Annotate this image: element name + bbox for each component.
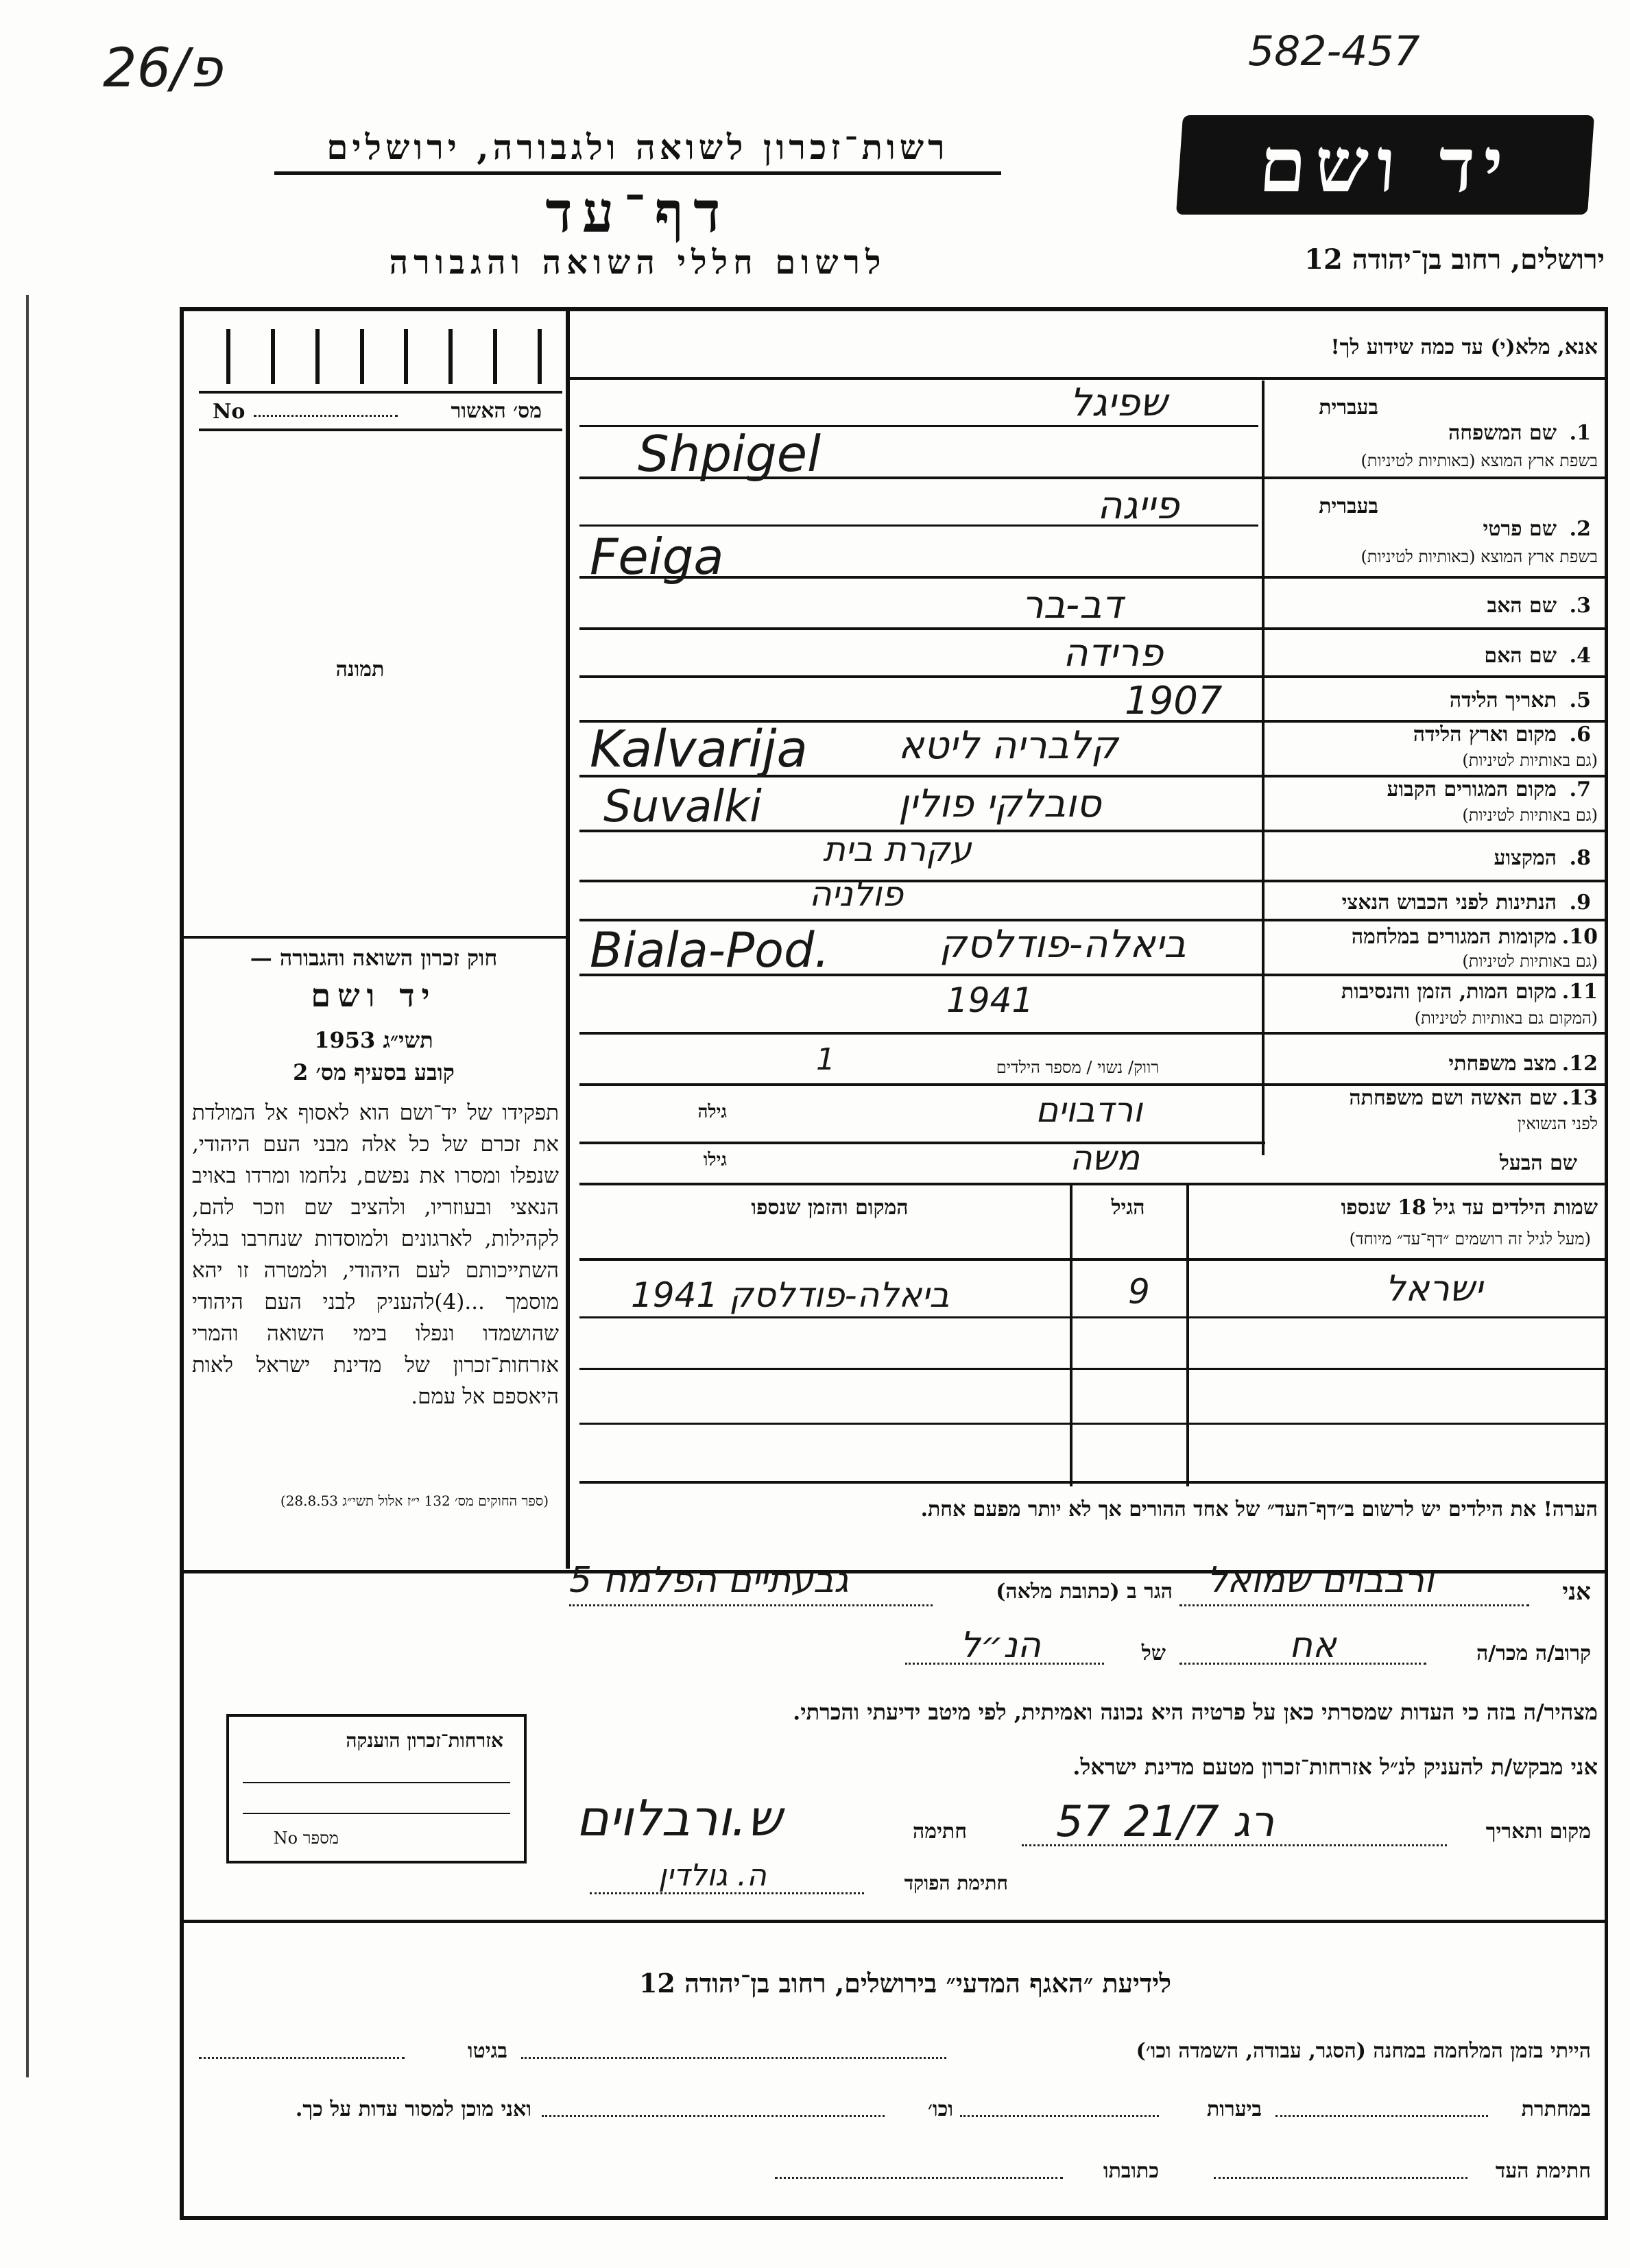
law-logo: יד ושם <box>311 977 437 1014</box>
bottom-line3-dots2 <box>775 2177 1063 2179</box>
form-title: דף־עד <box>545 180 730 245</box>
children-col-2 <box>1070 1185 1072 1486</box>
answer-latin-7: Suvalki <box>603 782 762 832</box>
field-label-8: המקצוע <box>1494 846 1557 870</box>
field-num-3: 3. <box>1569 594 1591 618</box>
bottom-line1-dots <box>521 2057 946 2059</box>
approval-label: מס׳ האשור <box>451 399 542 423</box>
bottom-section-rule <box>182 1920 1607 1923</box>
frame-bottom <box>180 2216 1608 2220</box>
field-sub-10: (גם באותיות לטיניות) <box>1462 952 1598 971</box>
row-rule-9 <box>579 919 1605 921</box>
field-num-12: 12. <box>1561 1052 1598 1076</box>
declarant-name: ורבבוים שמואל <box>1207 1560 1435 1601</box>
ticket-boxes <box>226 329 542 384</box>
field-sub-2: בשפת ארץ המוצא (באותיות לטיניות) <box>1361 547 1598 566</box>
children-col-1 <box>1186 1185 1189 1486</box>
field-sub-1: בשפת ארץ המוצא (באותיות לטיניות) <box>1361 451 1598 470</box>
answer-he-5: 1907 <box>1125 679 1223 723</box>
yad-vashem-logo: יד ושם <box>1176 115 1594 215</box>
approval-rule <box>199 429 562 431</box>
photo-label: תמונה <box>335 658 385 681</box>
bottom-line2-b: ביערות <box>1206 2097 1262 2121</box>
row-rule-2 <box>579 576 1605 579</box>
citizenship-box-title: אזרחות־זכרון הוענקה <box>346 1729 503 1752</box>
child-name-1: ישראל <box>1385 1268 1483 1310</box>
child-rule-4 <box>579 1481 1605 1484</box>
officer-label: חתימת הפוקד <box>904 1872 1008 1894</box>
field-label-11: מקום המות, הזמן והנסיבות <box>1341 980 1557 1004</box>
citizenship-box-no: מספר No <box>273 1829 339 1848</box>
bottom-line2-dots3 <box>542 2115 885 2117</box>
child-age-1: 9 <box>1128 1272 1150 1312</box>
photo-bottom <box>184 936 568 939</box>
officer-value: ה. גולדין <box>658 1858 767 1893</box>
age-label-wife: גילה <box>697 1102 727 1122</box>
field-num-1: 1. <box>1569 421 1591 445</box>
children-header-names-sub: (מעל לגיל זה רושמים ״דף־עד״ מיוחד) <box>1349 1229 1591 1248</box>
answer-he-7: סובלקי פולין <box>898 782 1101 826</box>
field-label-6: מקום וארץ הלידה <box>1413 723 1557 747</box>
marital-options: רווק/ נשוי / מספר הילדים <box>996 1058 1159 1077</box>
field-num-7: 7. <box>1569 777 1591 801</box>
bottom-line2-dots1 <box>1275 2115 1488 2117</box>
lang-hebrew-1: בעברית <box>1319 396 1378 420</box>
answer-he-3: דב-בר <box>1022 583 1123 627</box>
bottom-line2-c: וכו׳ <box>928 2097 953 2121</box>
row-rule-8 <box>579 880 1605 882</box>
child-rule-2 <box>579 1368 1605 1370</box>
citizenship-box <box>226 1714 527 1863</box>
field-num-4: 4. <box>1569 644 1591 668</box>
law-ref: (ספר החוקים מס׳ 132 י״ז אלול תשי״ג 28.8.53) <box>280 1493 549 1509</box>
row-rule-13 <box>579 1142 1265 1144</box>
declarant-address-line <box>569 1604 933 1606</box>
answer-he-8: עקרת בית <box>823 830 972 869</box>
approval-line <box>254 415 398 417</box>
resident-label: הגר ב (כתובת מלאה) <box>996 1580 1173 1604</box>
declare-text: מצהיר/ה בזה כי העדות שמסרתי כאן על פרטיה היא נכונה ואמיתית, לפי מיטב ידיעתי והכרתי. <box>793 1699 1598 1725</box>
label-col-divider <box>1262 381 1265 1155</box>
field-num-10: 10. <box>1561 925 1598 949</box>
field-num-5: 5. <box>1569 688 1591 712</box>
law-year: תשי״ג 1953 <box>314 1027 433 1053</box>
declarant-address: גבעתיים הפלמח 5 <box>569 1560 849 1601</box>
of-label: של <box>1141 1641 1166 1665</box>
children-header-names: שמות הילדים עד גיל 18 שנספו <box>1341 1196 1598 1220</box>
field-sub-7: (גם באותיות לטיניות) <box>1462 806 1598 825</box>
bottom-line1-a: הייתי בזמן המלחמה במחנה (הסגר, עבודה, השמדה וכו׳) <box>1136 2039 1591 2063</box>
margin-note-right: 582-457 <box>1248 27 1420 75</box>
declarant-i: אני <box>1562 1578 1591 1606</box>
approval-no: No <box>213 400 245 424</box>
form-subtitle: לרשום חללי השואה והגבורה <box>389 243 887 282</box>
row-rule-14 <box>579 1183 1605 1185</box>
answer-he-2: פייגה <box>1097 483 1179 528</box>
binder-mark <box>26 295 29 2077</box>
org-line: רשות־זכרון לשואה ולגבורה, ירושלים <box>326 127 949 167</box>
margin-note-left: 26/פ <box>103 38 223 99</box>
request-text: אני מבקש/ת להעניק לנ״ל אזרחות־זכרון מטעם מדינת ישראל. <box>1072 1754 1598 1780</box>
field-label-2: שם פרטי <box>1483 517 1557 541</box>
child-place-1: ביאלה-פודלסק 1941 <box>631 1275 950 1315</box>
field-num-8: 8. <box>1569 846 1591 870</box>
bottom-line3-a: חתימת העד <box>1495 2159 1591 2183</box>
law-text: תפקידו של יד־ושם הוא לאסוף אל המולדת את זכרם של כל אלה מבני העם היהודי, שנפלו ומסרו את נפשם, נלחמו ומרדו באויב הנאצי ובעוזריו, ולהציב שם וזכר להם, לקהילות, לארגונים ולמוסדות שנחרבו בגלל השתייכותם לעם היהודי, ולמטרה זו יהא מוסמך ...(4)להעניק לבני העם היהודי שהושמדו ונפלו בימי השואה והמרי אזרחות־זכרון של מדינת ישראל לאות היאספם אל עמם. <box>192 1100 559 1409</box>
bottom-title: לידיעת ״האגף המדעי״ בירושלים, רחוב בן־יהודה 12 <box>638 1968 1172 1999</box>
frame-top <box>182 307 1608 311</box>
ticket-underline <box>199 391 562 394</box>
answer-latin-2: Feiga <box>590 528 724 586</box>
children-header-rule <box>579 1258 1605 1261</box>
relation-value: אח <box>1289 1625 1337 1666</box>
lang-hebrew-2: בעברית <box>1319 494 1378 518</box>
answer-he-12: 1 <box>816 1042 835 1077</box>
field-label-5: תאריך הלידה <box>1449 688 1557 712</box>
age-label-husband: גילו <box>703 1150 727 1170</box>
place-date-value: רג 21/7 57 <box>1056 1796 1275 1846</box>
field-label-13: שם האשה ושם משפחתה <box>1349 1086 1557 1110</box>
bottom-line3-b: כתובתו <box>1103 2159 1159 2183</box>
answer-he-11: 1941 <box>946 980 1034 1020</box>
field-label-3: שם האב <box>1487 594 1557 618</box>
bottom-line1-dots2 <box>199 2057 405 2059</box>
header-underline <box>274 171 1001 175</box>
answer-he-9: פולניה <box>809 874 904 914</box>
field-label-7: מקום המגורים הקבוע <box>1387 777 1557 801</box>
field-num-9: 9. <box>1569 891 1591 915</box>
signature-label: חתימה <box>913 1820 967 1844</box>
child-rule-3 <box>579 1423 1605 1425</box>
husband-value: משה <box>1070 1138 1140 1178</box>
children-header-age: הגיל <box>1111 1196 1145 1220</box>
place-date-label: מקום ותאריך <box>1485 1820 1591 1844</box>
field-sub-13: לפני הנשואין <box>1517 1114 1598 1133</box>
answer-he-1: שפיגל <box>1070 381 1168 425</box>
field-num-2: 2. <box>1569 517 1591 541</box>
law-title: חוק זכרון השואה והגבורה — <box>250 945 498 971</box>
frame-left <box>180 307 184 2220</box>
law-section: קובע בסעיף מס׳ 2 <box>293 1059 455 1085</box>
field-num-11: 11. <box>1561 980 1598 1004</box>
field-label-4: שם האם <box>1484 644 1557 668</box>
left-col-divider <box>566 309 570 1569</box>
field-num-6: 6. <box>1569 723 1591 747</box>
bottom-line1-b: בגיטו <box>467 2039 507 2063</box>
answer-he-4: פרידה <box>1063 631 1164 675</box>
frame-right <box>1605 307 1608 2220</box>
answer-he-6: קלבריה ליטא <box>898 723 1118 768</box>
row-rule-4 <box>579 675 1605 678</box>
citizenship-box-line1 <box>243 1782 510 1783</box>
signature-value: ש.ורבלוים <box>576 1789 782 1847</box>
field-sub-11: (המקום גם באותיות לטיניות) <box>1414 1009 1598 1028</box>
field-label-1: שם המשפחה <box>1448 421 1557 445</box>
address: ירושלים, רחוב בן־יהודה 12 <box>1304 243 1605 276</box>
field-sub-6: (גם באותיות לטיניות) <box>1462 751 1598 770</box>
bottom-line3-dots1 <box>1214 2177 1467 2179</box>
bottom-line2-a: במחתרת <box>1521 2097 1591 2121</box>
officer-line <box>590 1892 864 1894</box>
of-value: הנ״ל <box>960 1625 1041 1666</box>
relation-label: קרוב/ה מכר/ה <box>1476 1641 1591 1665</box>
row-rule-11 <box>579 1032 1605 1035</box>
husband-label: שם הבעל <box>1499 1151 1577 1175</box>
declarant-name-line <box>1179 1604 1529 1606</box>
field-label-10: מקומות המגורים במלחמה <box>1351 925 1557 949</box>
child-rule-1 <box>579 1316 1605 1318</box>
bottom-line2-dots2 <box>960 2115 1159 2117</box>
field-label-12: מצב משפחתי <box>1448 1052 1557 1076</box>
answer-he-13: ורדבוים <box>1035 1090 1143 1130</box>
field-num-13: 13. <box>1561 1086 1598 1110</box>
answer-latin-10: Biala-Pod. <box>590 922 830 978</box>
field-label-9: הנתינות לפני הכבוש הנאצי <box>1341 891 1557 915</box>
citizenship-box-line2 <box>243 1813 510 1814</box>
answer-latin-6: Kalvarija <box>590 720 808 779</box>
instruction: אנא, מלא(י) עד כמה שידוע לך! <box>1330 335 1598 359</box>
place-date-line <box>1022 1844 1447 1846</box>
instruction-rule <box>569 377 1606 380</box>
answer-latin-1: Shpigel <box>638 425 822 483</box>
bottom-line2-d: ואני מוכן למסור עדות על כך. <box>295 2097 531 2121</box>
children-header-place: המקום והזמן שנספו <box>751 1196 909 1220</box>
note: הערה! את הילדים יש לרשום ב״דף־העד״ של אחד ההורים אך לא יותר מפעם אחת. <box>920 1497 1598 1521</box>
row-rule-3 <box>579 627 1605 630</box>
answer-he-10: ביאלה-פודלסק <box>939 922 1186 967</box>
